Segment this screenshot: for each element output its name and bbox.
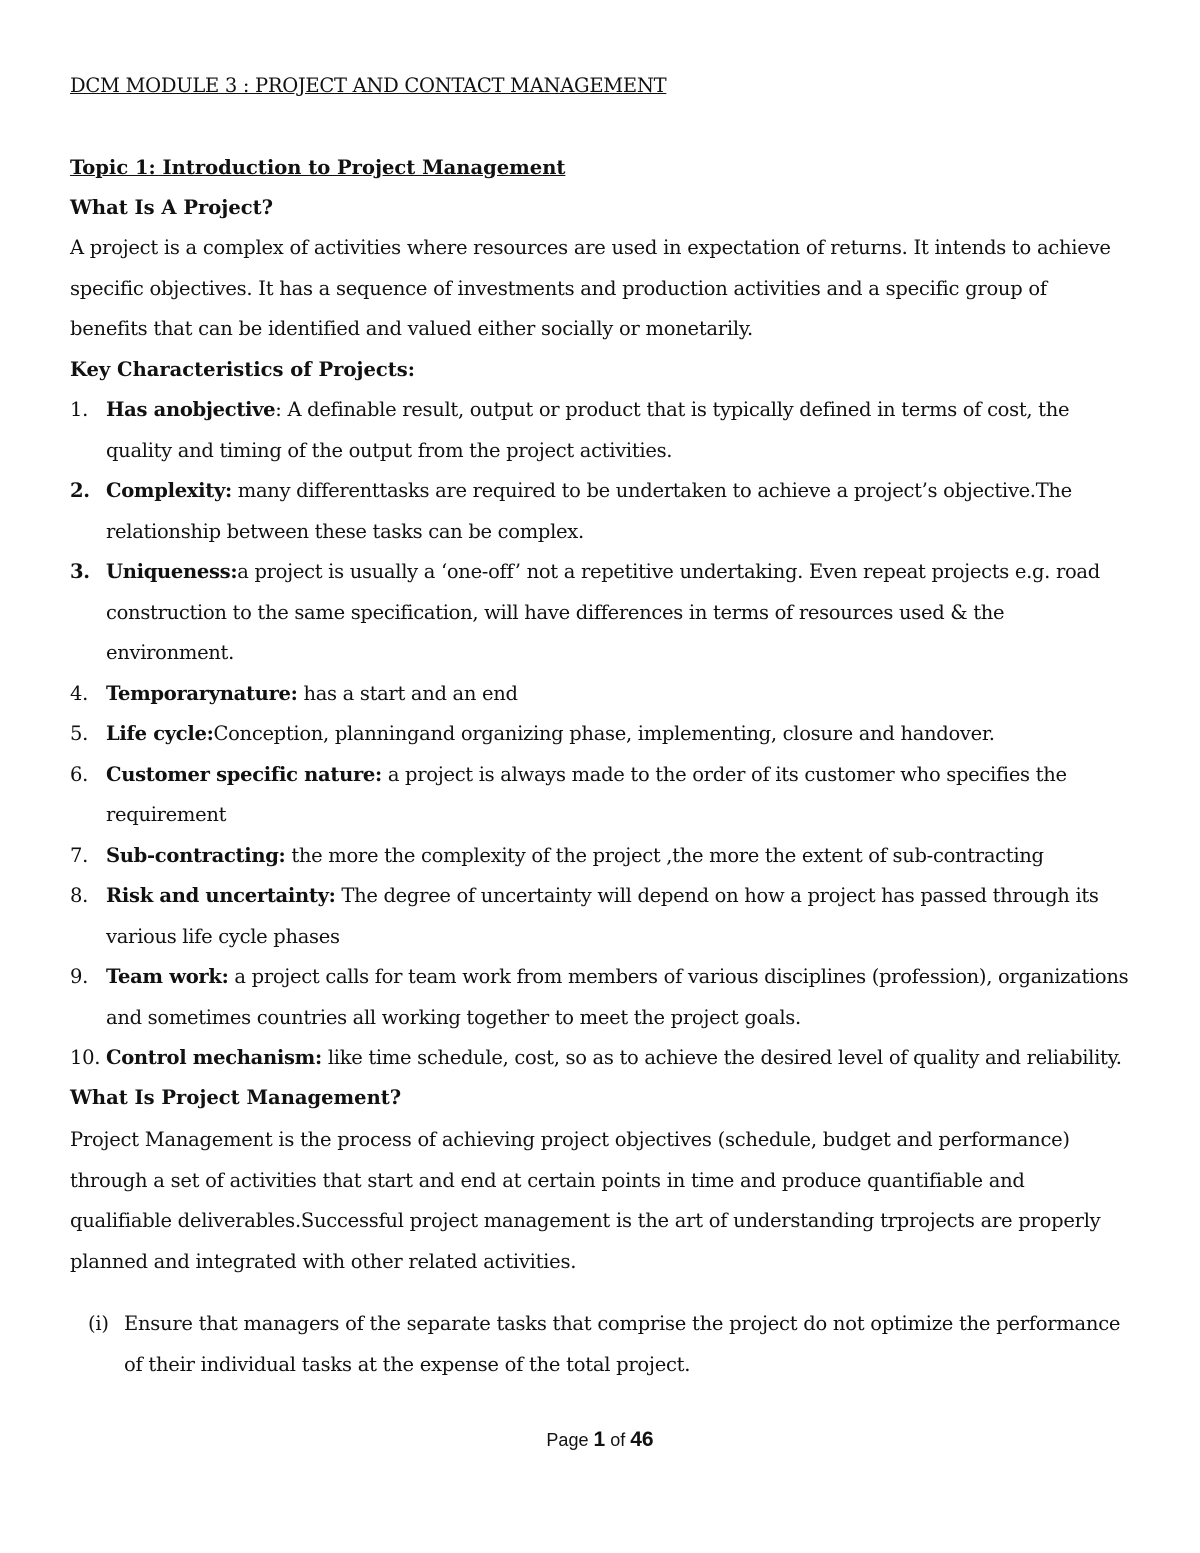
list-term: Risk and uncertainty: bbox=[106, 884, 336, 907]
roman-item-text: Ensure that managers of the separate tasks that comprise the project do not optimize the performance of their individual tasks at the expense of the total project. bbox=[124, 1312, 1121, 1376]
section-heading-characteristics: Key Characteristics of Projects: bbox=[70, 358, 415, 381]
page-word: Page bbox=[546, 1430, 589, 1450]
list-text: has a start and an end bbox=[297, 681, 518, 705]
list-text: a project is usually a ‘one-off’ not a repetitive undertaking. Even repeat projects e.g. road construction to the same specification, will have differences in terms of resources used & the environment. bbox=[106, 560, 1100, 664]
list-term: Has anobjective bbox=[106, 398, 276, 421]
section-heading-project-management: What Is Project Management? bbox=[70, 1086, 402, 1109]
list-number: 7. bbox=[70, 843, 89, 867]
list-term: Temporarynature: bbox=[106, 681, 298, 705]
list-text: many differenttasks are required to be undertaken to achieve a project’s objective.The relationship between these tasks can be complex. bbox=[106, 479, 1072, 543]
roman-list-item bbox=[88, 1304, 1130, 1385]
topic-heading: Topic 1: Introduction to Project Management bbox=[70, 156, 566, 179]
list-text: like time schedule, cost, so as to achieve the desired level of quality and reliability. bbox=[321, 1046, 1122, 1069]
list-text: Conception, planningand organizing phase, implementing, closure and handover. bbox=[213, 722, 995, 745]
document-title: DCM MODULE 3 : PROJECT AND CONTACT MANAGEMENT bbox=[70, 74, 667, 97]
list-item bbox=[70, 876, 1130, 957]
list-item bbox=[70, 1038, 1130, 1079]
list-text: a project is always made to the order of its customer who specifies the requirement bbox=[106, 762, 1067, 826]
paragraph-project-management: Project Management is the process of achieving project objectives (schedule, budget and performance) through a set of activities that start and end at certain points in time and produce quantifiable and qualifiable deliverables.Successful project management is the art of understanding trprojects are properly planned and integrated with other related activities. bbox=[70, 1128, 1101, 1273]
list-term: Complexity: bbox=[106, 479, 232, 502]
list-item bbox=[70, 552, 1130, 674]
page-footer bbox=[0, 1428, 1200, 1452]
list-number: 3. bbox=[70, 560, 90, 583]
list-term: Life cycle: bbox=[106, 722, 214, 745]
list-number: 6. bbox=[70, 762, 89, 786]
list-number: 8. bbox=[70, 884, 89, 907]
list-item bbox=[70, 714, 1130, 755]
paragraph-project-definition: A project is a complex of activities where resources are used in expectation of returns. It intends to achieve specific objectives. It has a sequence of investments and production activities and a specific group of benefits that can be identified and valued either socially or monetarily. bbox=[70, 236, 1111, 340]
list-term: Uniqueness: bbox=[106, 560, 238, 583]
roman-numeral: (i) bbox=[88, 1312, 109, 1335]
of-word: of bbox=[610, 1430, 626, 1450]
list-item bbox=[70, 755, 1130, 836]
section-heading-what-is-project: What Is A Project? bbox=[70, 196, 274, 219]
list-number: 9. bbox=[70, 965, 89, 988]
list-text: a project calls for team work from members of various disciplines (profession), organizations and sometimes countries all working together to meet the project goals. bbox=[106, 965, 1129, 1029]
list-number: 4. bbox=[70, 681, 89, 705]
list-item bbox=[70, 471, 1130, 552]
list-term: Customer specific nature: bbox=[106, 762, 382, 786]
list-term: Sub-contracting: bbox=[106, 843, 286, 867]
characteristics-list bbox=[70, 390, 1130, 1079]
page-total: 46 bbox=[630, 1428, 654, 1451]
list-text: The degree of uncertainty will depend on how a project has passed through its various life cycle phases bbox=[106, 884, 1099, 948]
list-number: 1. bbox=[70, 398, 89, 421]
list-item bbox=[70, 957, 1130, 1038]
list-term: Control mechanism: bbox=[106, 1046, 322, 1069]
list-number: 10. bbox=[70, 1046, 101, 1069]
list-number: 5. bbox=[70, 722, 89, 745]
list-term: Team work: bbox=[106, 965, 229, 988]
list-text: the more the complexity of the project ,the more the extent of sub-contracting bbox=[285, 843, 1044, 867]
list-item bbox=[70, 390, 1130, 471]
list-text: : A definable result, output or product that is typically defined in terms of cost, the quality and timing of the output from the project activities. bbox=[106, 398, 1070, 462]
list-item bbox=[70, 674, 1130, 715]
page-number: 1 bbox=[593, 1428, 606, 1451]
list-number: 2. bbox=[70, 479, 90, 502]
list-item bbox=[70, 836, 1130, 877]
